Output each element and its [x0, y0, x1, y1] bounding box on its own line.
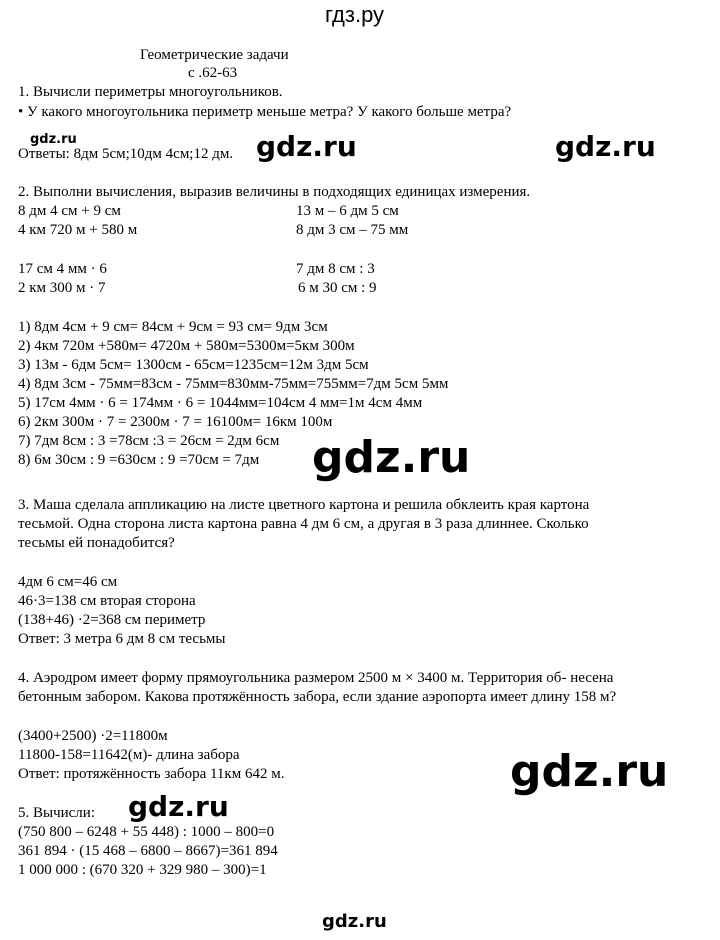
task2-expr: 17 см 4 мм · 6 [18, 261, 107, 277]
task5-solution-line: (750 800 – 6248 + 55 448) : 1000 – 800=0 [18, 824, 275, 840]
task4-solution-line: Ответ: протяжённость забора 11км 642 м. [18, 766, 285, 782]
task2-solution-line: 1) 8дм 4см + 9 см= 84см + 9см = 93 см= 9дм 3см [18, 319, 328, 335]
task2-solution-line: 7) 7дм 8см : 3 =78см :3 = 26см = 2дм 6см [18, 433, 280, 449]
watermark-5: gdz.ru [128, 790, 229, 823]
small-watermark: gdz.ru [30, 132, 77, 147]
task4-solution-line: 11800-158=11642(м)- длина забора [18, 747, 240, 763]
watermark-2: gdz.ru [555, 130, 656, 163]
task2-expr: 4 км 720 м + 580 м [18, 222, 138, 238]
task2-question: 2. Выполни вычисления, выразив величины в подходящих единицах измерения. [18, 184, 531, 200]
task2-expr: 13 м – 6 дм 5 см [296, 203, 399, 219]
task1-subquestion: • У какого многоугольника периметр меньше метра? У какого больше метра? [18, 104, 512, 120]
task2-expr: 2 км 300 м · 7 [18, 280, 106, 296]
task2-expr: 8 дм 4 см + 9 см [18, 203, 121, 219]
task2-expr: 8 дм 3 см – 75 мм [296, 222, 409, 238]
task2-expr: 7 дм 8 см : 3 [296, 261, 375, 277]
bottom-watermark: gdz.ru [322, 911, 387, 932]
task3-solution-line: (138+46) ·2=368 см периметр [18, 612, 206, 628]
task1-answer: Ответы: 8дм 5см;10дм 4см;12 дм. [18, 146, 234, 162]
task2-solution-line: 4) 8дм 3см - 75мм=83см - 75мм=830мм-75мм=755мм=7дм 5см 5мм [18, 376, 449, 392]
task2-solution-line: 8) 6м 30см : 9 =630см : 9 =70см = 7дм [18, 452, 260, 468]
watermark-1: gdz.ru [256, 130, 357, 163]
page-range: с .62-63 [188, 65, 238, 81]
task2-solution-line: 3) 13м - 6дм 5см= 1300см - 65см=1235см=12м 3дм 5см [18, 357, 369, 373]
task4-question-line: бетонным забором. Какова протяжённость забора, если здание аэропорта имеет длину 158 м? [18, 689, 617, 705]
site-name-watermark: гдз.ру [325, 2, 385, 27]
task3-solution-line: 4дм 6 см=46 см [18, 574, 118, 590]
task4-question-line: 4. Аэродром имеет форму прямоугольника размером 2500 м × 3400 м. Территория об- несена [18, 670, 614, 686]
watermark-4: gdz.ru [510, 746, 669, 797]
task4-solution-line: (3400+2500) ·2=11800м [18, 728, 168, 744]
task2-solution-line: 2) 4км 720м +580м= 4720м + 580м=5300м=5км 300м [18, 338, 355, 354]
task2-solution-line: 6) 2км 300м · 7 = 2300м · 7 = 16100м= 16км 100м [18, 414, 333, 430]
task5-question: 5. Вычисли: [18, 805, 95, 821]
task3-solution-line: 46·3=138 см вторая сторона [18, 593, 196, 609]
task3-solution-line: Ответ: 3 метра 6 дм 8 см тесьмы [18, 631, 226, 647]
watermark-3: gdz.ru [312, 432, 471, 483]
task3-question-line: 3. Маша сделала аппликацию на листе цветного картона и решила обклеить края картона [18, 497, 590, 513]
task5-solution-line: 1 000 000 : (670 320 + 329 980 – 300)=1 [18, 862, 267, 878]
section-title: Геометрические задачи [140, 47, 289, 63]
task2-expr: 6 м 30 см : 9 [298, 280, 377, 296]
task3-question-line: тесьмой. Одна сторона листа картона равна 4 дм 6 см, а другая в 3 раза длиннее. Сколько [18, 516, 589, 532]
task1-question: 1. Вычисли периметры многоугольников. [18, 84, 283, 100]
task2-solution-line: 5) 17см 4мм · 6 = 174мм · 6 = 1044мм=104см 4 мм=1м 4см 4мм [18, 395, 423, 411]
task3-question-line: тесьмы ей понадобится? [18, 535, 175, 551]
task5-solution-line: 361 894 · (15 468 – 6800 – 8667)=361 894 [18, 843, 278, 859]
